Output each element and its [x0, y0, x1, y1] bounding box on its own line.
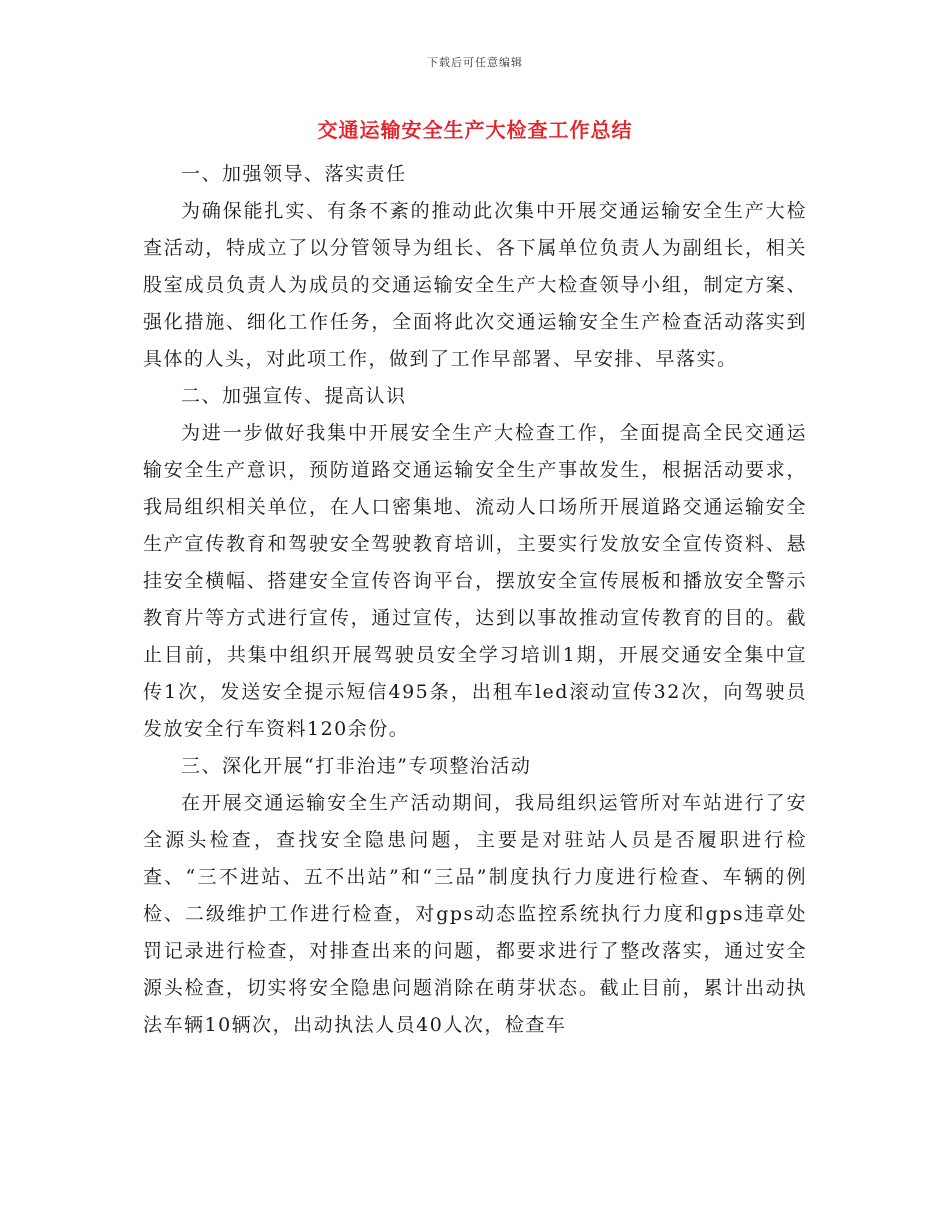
section-heading-3: 三、深化开展“打非治违”专项整治活动 — [181, 755, 532, 777]
page-header-note: 下载后可任意编辑 — [427, 56, 523, 69]
paragraph-2: 为进一步做好我集中开展安全生产大检查工作，全面提高全民交通运输安全生产意识，预防道路交通运输安全生产事故发生，根据活动要求，我局组织相关单位，在人口密集地、流动人口场所开展道路交通运输安全生产宣传教育和驾驶安全驾驶教育培训，主要实行发放安全宣传资料、悬挂安全横幅、搭建安全宣传咨询平台，摆放安全宣传展板和播放安全警示教育片等方式进行宣传，通过宣传，达到以事故推动宣传教育的目的。截止目前，共集中组织开展驾驶员安全学习培训1期，开展交通安全集中宣传1次，发送安全提示短信495条，出租车led滚动宣传32次，向驾驶员发放安全行车资料120余份。 — [143, 422, 807, 740]
paragraph-3: 在开展交通运输安全生产活动期间，我局组织运管所对车站进行了安全源头检查，查找安全隐患问题，主要是对驻站人员是否履职进行检查、“三不进站、五不出站”和“三品”制度执行力度进行检查、车辆的例检、二级维护工作进行检查，对gps动态监控系统执行力度和gps违章处罚记录进行检查，对排查出来的问题，都要求进行了整改落实，通过安全源头检查，切实将安全隐患问题消除在萌芽状态。截止目前，累计出动执法车辆10辆次，出动执法人员40人次，检查车 — [143, 792, 807, 1036]
document-body — [143, 156, 807, 1044]
document-title: 交通运输安全生产大检查工作总结 — [317, 118, 633, 142]
section-heading-2: 二、加强宣传、提高认识 — [181, 385, 407, 407]
paragraph-1: 为确保能扎实、有条不紊的推动此次集中开展交通运输安全生产大检查活动，特成立了以分管领导为组长、各下属单位负责人为副组长，相关股室成员负责人为成员的交通运输安全生产大检查领导小组，制定方案、强化措施、细化工作任务，全面将此次交通运输安全生产检查活动落实到具体的人头，对此项工作，做到了工作早部署、早安排、早落实。 — [143, 200, 807, 370]
section-heading-1: 一、加强领导、落实责任 — [181, 163, 407, 185]
